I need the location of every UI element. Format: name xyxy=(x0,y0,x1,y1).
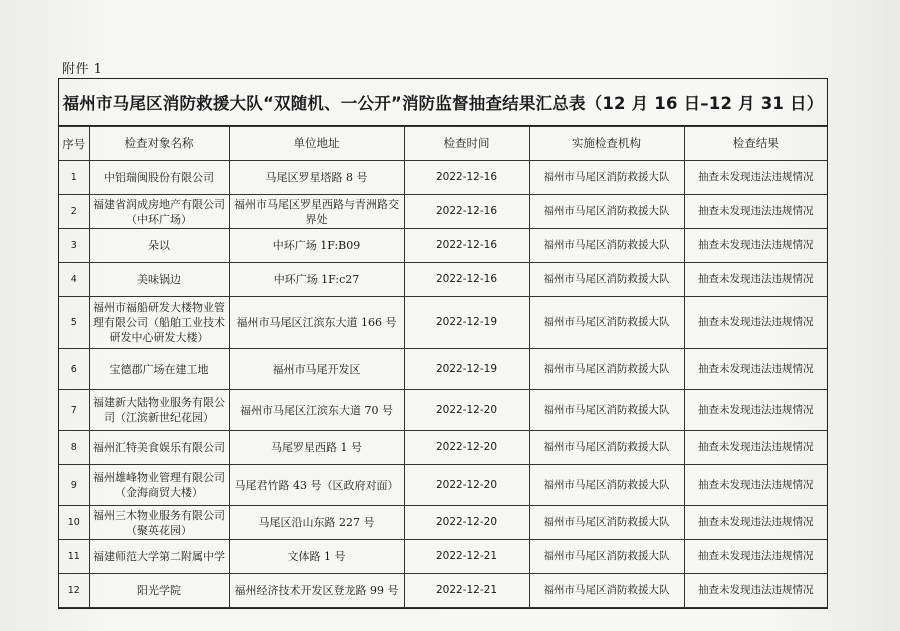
row-name: 朵以 xyxy=(89,229,229,263)
row-result: 抽查未发现违法违规情况 xyxy=(684,349,827,390)
row-no: 4 xyxy=(59,263,89,297)
row-no: 10 xyxy=(59,506,89,540)
row-date: 2022-12-19 xyxy=(404,297,529,349)
row-result: 抽查未发现违法违规情况 xyxy=(684,297,827,349)
header-address: 单位地址 xyxy=(229,127,404,161)
row-address: 中环广场 1F:B09 xyxy=(229,229,404,263)
row-no: 12 xyxy=(59,574,89,608)
row-org: 福州市马尾区消防救援大队 xyxy=(529,229,684,263)
row-no: 8 xyxy=(59,431,89,465)
row-org: 福州市马尾区消防救援大队 xyxy=(529,390,684,431)
row-name: 宝德郡广场在建工地 xyxy=(89,349,229,390)
table-row xyxy=(59,574,827,608)
row-result: 抽查未发现违法违规情况 xyxy=(684,465,827,506)
row-address: 福州市马尾区江滨东大道 70 号 xyxy=(229,390,404,431)
row-no: 9 xyxy=(59,465,89,506)
row-org: 福州市马尾区消防救援大队 xyxy=(529,349,684,390)
row-date: 2022-12-21 xyxy=(404,540,529,574)
table-row xyxy=(59,390,827,431)
row-name: 美味锅边 xyxy=(89,263,229,297)
row-date: 2022-12-21 xyxy=(404,574,529,608)
table-row xyxy=(59,349,827,390)
row-name: 福建省润成房地产有限公司（中环广场） xyxy=(89,195,229,229)
row-result: 抽查未发现违法违规情况 xyxy=(684,229,827,263)
row-result: 抽查未发现违法违规情况 xyxy=(684,506,827,540)
row-org: 福州市马尾区消防救援大队 xyxy=(529,297,684,349)
document-title: 福州市马尾区消防救援大队“双随机、一公开”消防监督抽查结果汇总表（12 月 16 日–12 月 31 日） xyxy=(59,79,827,126)
row-address: 马尾区沿山东路 227 号 xyxy=(229,506,404,540)
row-org: 福州市马尾区消防救援大队 xyxy=(529,540,684,574)
row-name: 福州雄峰物业管理有限公司（金海商贸大楼） xyxy=(89,465,229,506)
row-date: 2022-12-20 xyxy=(404,506,529,540)
row-address: 福州市马尾区罗星西路与青洲路交界处 xyxy=(229,195,404,229)
row-date: 2022-12-16 xyxy=(404,263,529,297)
row-org: 福州市马尾区消防救援大队 xyxy=(529,506,684,540)
row-no: 7 xyxy=(59,390,89,431)
row-date: 2022-12-16 xyxy=(404,195,529,229)
row-name: 福建师范大学第二附属中学 xyxy=(89,540,229,574)
table-row xyxy=(59,465,827,506)
row-address: 马尾君竹路 43 号（区政府对面） xyxy=(229,465,404,506)
row-result: 抽查未发现违法违规情况 xyxy=(684,195,827,229)
row-date: 2022-12-16 xyxy=(404,229,529,263)
table-row xyxy=(59,263,827,297)
row-result: 抽查未发现违法违规情况 xyxy=(684,263,827,297)
row-address: 马尾区罗星塔路 8 号 xyxy=(229,161,404,195)
row-date: 2022-12-20 xyxy=(404,465,529,506)
row-org: 福州市马尾区消防救援大队 xyxy=(529,195,684,229)
table-row xyxy=(59,506,827,540)
row-name: 中铝瑞闽股份有限公司 xyxy=(89,161,229,195)
row-address: 福州市马尾开发区 xyxy=(229,349,404,390)
header-org: 实施检查机构 xyxy=(529,127,684,161)
row-no: 11 xyxy=(59,540,89,574)
row-date: 2022-12-20 xyxy=(404,431,529,465)
table-row xyxy=(59,229,827,263)
table-row xyxy=(59,431,827,465)
header-no: 序号 xyxy=(59,127,89,161)
row-date: 2022-12-20 xyxy=(404,390,529,431)
row-org: 福州市马尾区消防救援大队 xyxy=(529,574,684,608)
row-no: 6 xyxy=(59,349,89,390)
header-name: 检查对象名称 xyxy=(89,127,229,161)
row-address: 福州经济技术开发区登龙路 99 号 xyxy=(229,574,404,608)
row-result: 抽查未发现违法违规情况 xyxy=(684,390,827,431)
row-no: 5 xyxy=(59,297,89,349)
row-org: 福州市马尾区消防救援大队 xyxy=(529,263,684,297)
attachment-label: 附件 1 xyxy=(62,62,103,77)
header-result: 检查结果 xyxy=(684,127,827,161)
row-name: 福州汇特美食娱乐有限公司 xyxy=(89,431,229,465)
table-row xyxy=(59,297,827,349)
table-row xyxy=(59,161,827,195)
row-result: 抽查未发现违法违规情况 xyxy=(684,431,827,465)
table-header-row xyxy=(59,127,827,161)
row-address: 文体路 1 号 xyxy=(229,540,404,574)
row-result: 抽查未发现违法违规情况 xyxy=(684,574,827,608)
row-result: 抽查未发现违法违规情况 xyxy=(684,540,827,574)
row-address: 马尾罗星西路 1 号 xyxy=(229,431,404,465)
table-row xyxy=(59,540,827,574)
row-name: 福建新大陆物业服务有限公司（江滨新世纪花园） xyxy=(89,390,229,431)
row-date: 2022-12-19 xyxy=(404,349,529,390)
row-org: 福州市马尾区消防救援大队 xyxy=(529,161,684,195)
row-org: 福州市马尾区消防救援大队 xyxy=(529,465,684,506)
row-name: 福州市福船研发大楼物业管理有限公司（船舶工业技术研发中心研发大楼） xyxy=(89,297,229,349)
row-no: 1 xyxy=(59,161,89,195)
row-no: 3 xyxy=(59,229,89,263)
row-no: 2 xyxy=(59,195,89,229)
row-address: 福州市马尾区江滨东大道 166 号 xyxy=(229,297,404,349)
inspection-results-table xyxy=(59,126,827,608)
row-address: 中环广场 1F:c27 xyxy=(229,263,404,297)
row-name: 阳光学院 xyxy=(89,574,229,608)
row-date: 2022-12-16 xyxy=(404,161,529,195)
table-row xyxy=(59,195,827,229)
summary-sheet xyxy=(58,78,828,609)
row-name: 福州三木物业服务有限公司（聚英花园） xyxy=(89,506,229,540)
row-org: 福州市马尾区消防救援大队 xyxy=(529,431,684,465)
row-result: 抽查未发现违法违规情况 xyxy=(684,161,827,195)
header-date: 检查时间 xyxy=(404,127,529,161)
